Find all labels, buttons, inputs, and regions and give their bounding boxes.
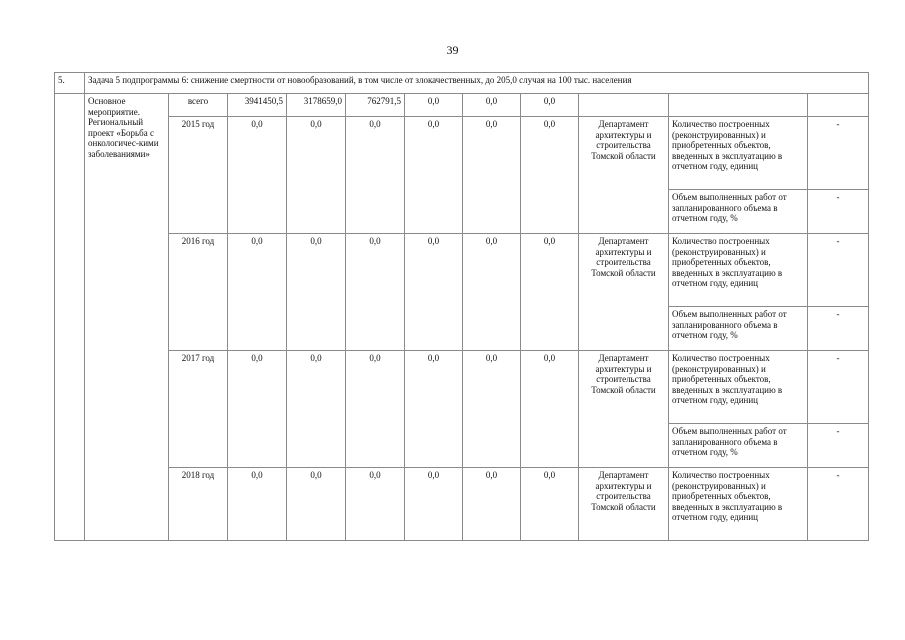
year-label: 2015 год — [169, 117, 228, 234]
year-value: 0,0 — [405, 234, 463, 351]
year-value: 0,0 — [346, 117, 405, 234]
year-value: 0,0 — [346, 468, 405, 541]
program-table — [54, 72, 869, 541]
indicator-value: - — [808, 307, 869, 351]
year-value: 0,0 — [228, 234, 287, 351]
total-value: 762791,5 — [346, 94, 405, 117]
year-row — [55, 351, 869, 424]
executor: Департамент архитектуры и строительства Томской области — [579, 234, 669, 351]
year-label: 2016 год — [169, 234, 228, 351]
year-value: 0,0 — [346, 351, 405, 468]
year-value: 0,0 — [405, 117, 463, 234]
year-value: 0,0 — [287, 351, 346, 468]
total-value: 3178659,0 — [287, 94, 346, 117]
total-row — [55, 94, 869, 117]
executor: Департамент архитектуры и строительства Томской области — [579, 117, 669, 234]
indicator-value: - — [808, 468, 869, 541]
year-value: 0,0 — [287, 468, 346, 541]
indicator-value: - — [808, 117, 869, 190]
total-value: 0,0 — [463, 94, 521, 117]
year-value: 0,0 — [287, 234, 346, 351]
year-value: 0,0 — [405, 468, 463, 541]
indicator-name: Объем выполненных работ от запланированного объема в отчетном году, % — [669, 190, 808, 234]
year-value: 0,0 — [287, 117, 346, 234]
year-value: 0,0 — [228, 351, 287, 468]
indicator-name: Объем выполненных работ от запланированного объема в отчетном году, % — [669, 307, 808, 351]
total-value: 0,0 — [405, 94, 463, 117]
year-value: 0,0 — [405, 351, 463, 468]
year-label: 2017 год — [169, 351, 228, 468]
year-row — [55, 117, 869, 190]
year-value: 0,0 — [228, 117, 287, 234]
page-number: 39 — [446, 43, 459, 57]
total-value: 0,0 — [521, 94, 579, 117]
indicator-value: - — [808, 351, 869, 424]
year-value: 0,0 — [463, 351, 521, 468]
indicator-value: - — [808, 234, 869, 307]
total-value: 3941450,5 — [228, 94, 287, 117]
indicator-name: Количество построенных (реконструированных) и приобретенных объектов, введенных в эксплуатацию в отчетном году, единиц — [669, 468, 808, 541]
year-value: 0,0 — [521, 234, 579, 351]
year-value: 0,0 — [521, 351, 579, 468]
total-label: всего — [169, 94, 228, 117]
executor: Департамент архитектуры и строительства Томской области — [579, 468, 669, 541]
year-label: 2018 год — [169, 468, 228, 541]
indicator-name: Количество построенных (реконструированных) и приобретенных объектов, введенных в эксплуатацию в отчетном году, единиц — [669, 351, 808, 424]
year-value: 0,0 — [521, 117, 579, 234]
year-value: 0,0 — [228, 468, 287, 541]
task-row — [55, 73, 869, 94]
year-value: 0,0 — [463, 234, 521, 351]
task-title: Задача 5 подпрограммы 6: снижение смертности от новообразований, в том числе от злокачественных, до 205,0 случая на 100 тыс. населения — [85, 73, 869, 94]
executor: Департамент архитектуры и строительства Томской области — [579, 351, 669, 468]
year-row — [55, 234, 869, 307]
year-value: 0,0 — [521, 468, 579, 541]
year-row — [55, 468, 869, 541]
indicator-value: - — [808, 190, 869, 234]
year-value: 0,0 — [463, 117, 521, 234]
task-number: 5. — [55, 73, 85, 94]
indicator-name: Количество построенных (реконструированных) и приобретенных объектов, введенных в эксплуатацию в отчетном году, единиц — [669, 234, 808, 307]
year-value: 0,0 — [463, 468, 521, 541]
event-name: Основное мероприятие. Региональный проект «Борьба с онкологичес-кими заболеваниями» — [85, 94, 169, 541]
indicator-value: - — [808, 424, 869, 468]
year-value: 0,0 — [346, 234, 405, 351]
indicator-name: Количество построенных (реконструированных) и приобретенных объектов, введенных в эксплуатацию в отчетном году, единиц — [669, 117, 808, 190]
indicator-name: Объем выполненных работ от запланированного объема в отчетном году, % — [669, 424, 808, 468]
